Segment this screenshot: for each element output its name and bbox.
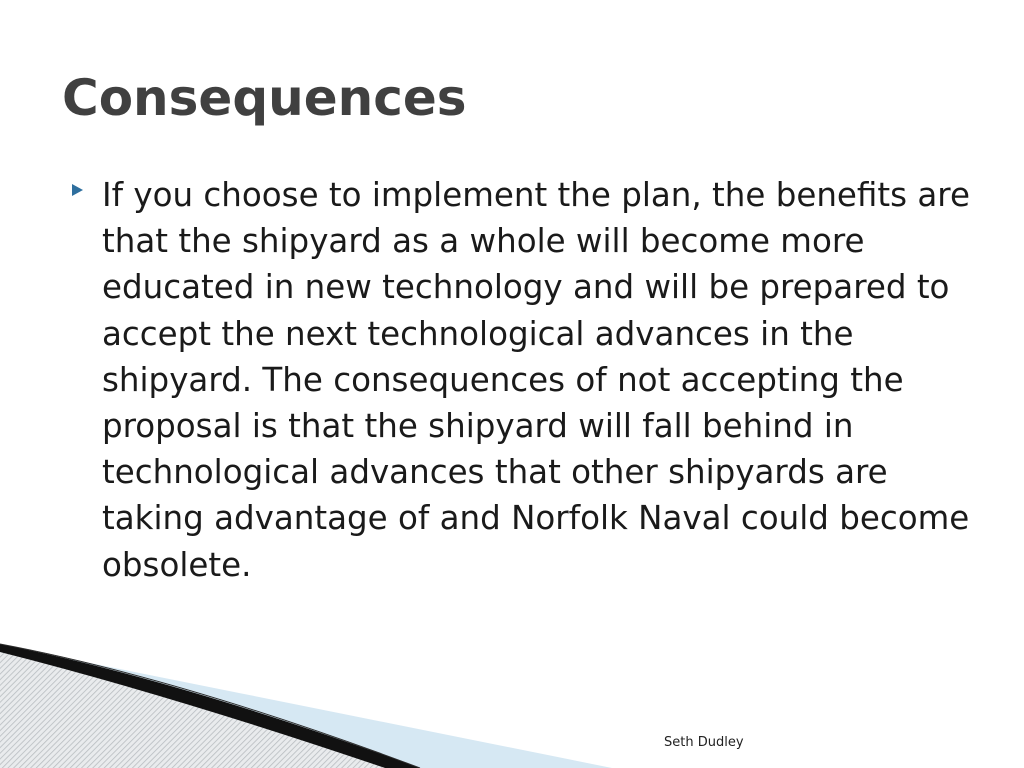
decorative-swoosh (0, 600, 1024, 768)
slide-title: Consequences (62, 69, 467, 127)
bullet-list (72, 172, 972, 588)
triangle-bullet-icon (72, 184, 83, 196)
bullet-item (72, 172, 972, 588)
bullet-text: If you choose to implement the plan, the benefits are that the shipyard as a whole will become more educated in new technology and will be prepared to accept the next technological advances in the shipyard. The consequences of not accepting the proposal is that the shipyard will fall behind in technological advances that other shipyards are taking advantage of and Norfolk Naval could become obsolete. (102, 176, 970, 584)
footer-author: Seth Dudley (664, 735, 744, 750)
